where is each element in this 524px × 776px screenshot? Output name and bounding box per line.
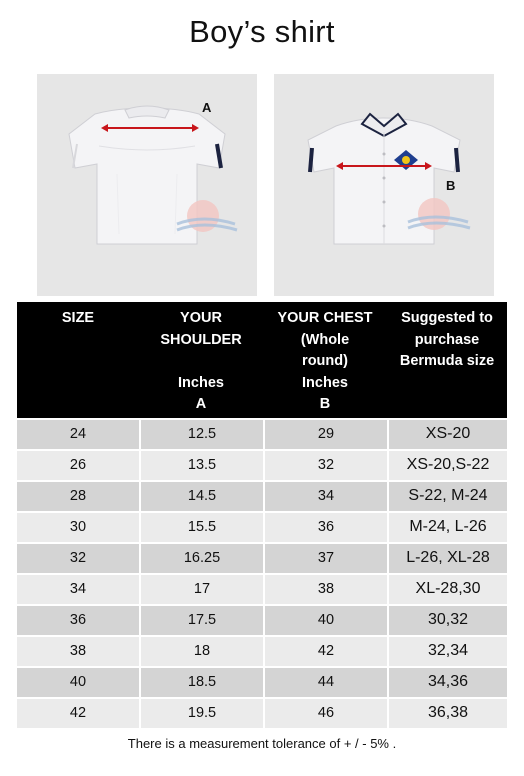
shirt-back-illustration bbox=[37, 74, 257, 296]
cell-bermuda: 34,36 bbox=[387, 666, 507, 697]
header-size-label: SIZE bbox=[61, 310, 95, 326]
cell-bermuda: S-22, M-24 bbox=[387, 480, 507, 511]
header-bermuda-line3: Bermuda size bbox=[399, 353, 495, 369]
table-row bbox=[17, 449, 507, 480]
cell-shoulder: 15.5 bbox=[139, 511, 263, 542]
header-bermuda-line1: Suggested to bbox=[401, 310, 493, 326]
header-shoulder-line5: A bbox=[195, 396, 207, 412]
header-chest-line2: (Whole bbox=[300, 331, 350, 348]
table-row bbox=[17, 480, 507, 511]
shirt-back-photo bbox=[37, 74, 257, 296]
measurement-marker-b: B bbox=[446, 178, 456, 193]
size-chart-table bbox=[17, 302, 507, 728]
header-chest bbox=[263, 302, 387, 418]
table-row bbox=[17, 604, 507, 635]
cell-chest: 32 bbox=[263, 449, 387, 480]
table-row bbox=[17, 666, 507, 697]
cell-chest: 40 bbox=[263, 604, 387, 635]
cell-chest: 29 bbox=[263, 418, 387, 449]
cell-chest: 36 bbox=[263, 511, 387, 542]
cell-size: 36 bbox=[17, 604, 139, 635]
cell-chest: 38 bbox=[263, 573, 387, 604]
cell-shoulder: 14.5 bbox=[139, 480, 263, 511]
table-row bbox=[17, 511, 507, 542]
cell-shoulder: 12.5 bbox=[139, 418, 263, 449]
cell-chest: 46 bbox=[263, 697, 387, 728]
header-bermuda bbox=[387, 302, 507, 418]
cell-bermuda: M-24, L-26 bbox=[387, 511, 507, 542]
header-bermuda-line2: purchase bbox=[414, 331, 480, 348]
cell-bermuda: 36,38 bbox=[387, 697, 507, 728]
cell-size: 24 bbox=[17, 418, 139, 449]
shirt-front-illustration bbox=[274, 74, 494, 296]
table-row bbox=[17, 542, 507, 573]
cell-bermuda: 30,32 bbox=[387, 604, 507, 635]
header-chest-line4: Inches bbox=[302, 374, 348, 391]
table-row bbox=[17, 635, 507, 666]
cell-bermuda: XS-20 bbox=[387, 418, 507, 449]
cell-bermuda: XS-20,S-22 bbox=[387, 449, 507, 480]
header-size bbox=[17, 302, 139, 418]
cell-shoulder: 18.5 bbox=[139, 666, 263, 697]
cell-shoulder: 18 bbox=[139, 635, 263, 666]
header-chest-line5: B bbox=[319, 396, 331, 412]
cell-shoulder: 16.25 bbox=[139, 542, 263, 573]
cell-size: 26 bbox=[17, 449, 139, 480]
cell-size: 40 bbox=[17, 666, 139, 697]
cell-chest: 42 bbox=[263, 635, 387, 666]
header-chest-line3: round) bbox=[302, 353, 348, 369]
table-row bbox=[17, 697, 507, 728]
cell-shoulder: 19.5 bbox=[139, 697, 263, 728]
header-shoulder-line2: SHOULDER bbox=[160, 331, 242, 348]
table-row bbox=[17, 418, 507, 449]
cell-shoulder: 13.5 bbox=[139, 449, 263, 480]
shirt-front-photo bbox=[274, 74, 494, 296]
cell-bermuda: XL-28,30 bbox=[387, 573, 507, 604]
cell-chest: 44 bbox=[263, 666, 387, 697]
measurement-marker-a: A bbox=[202, 100, 212, 115]
page-title: Boy’s shirt bbox=[189, 14, 335, 49]
size-table-body bbox=[17, 418, 507, 728]
cell-size: 30 bbox=[17, 511, 139, 542]
cell-shoulder: 17 bbox=[139, 573, 263, 604]
cell-bermuda: 32,34 bbox=[387, 635, 507, 666]
cell-size: 42 bbox=[17, 697, 139, 728]
cell-chest: 37 bbox=[263, 542, 387, 573]
tolerance-note: There is a measurement tolerance of + / - 5% . bbox=[127, 736, 397, 751]
cell-bermuda: L-26, XL-28 bbox=[387, 542, 507, 573]
header-shoulder bbox=[139, 302, 263, 418]
header-shoulder-line4: Inches bbox=[178, 374, 224, 391]
cell-size: 28 bbox=[17, 480, 139, 511]
cell-size: 32 bbox=[17, 542, 139, 573]
cell-size: 34 bbox=[17, 573, 139, 604]
header-shoulder-line1: YOUR bbox=[180, 310, 222, 326]
cell-chest: 34 bbox=[263, 480, 387, 511]
header-chest-line1: YOUR CHEST bbox=[277, 310, 373, 326]
cell-shoulder: 17.5 bbox=[139, 604, 263, 635]
cell-size: 38 bbox=[17, 635, 139, 666]
table-header-row bbox=[17, 302, 507, 418]
table-row bbox=[17, 573, 507, 604]
